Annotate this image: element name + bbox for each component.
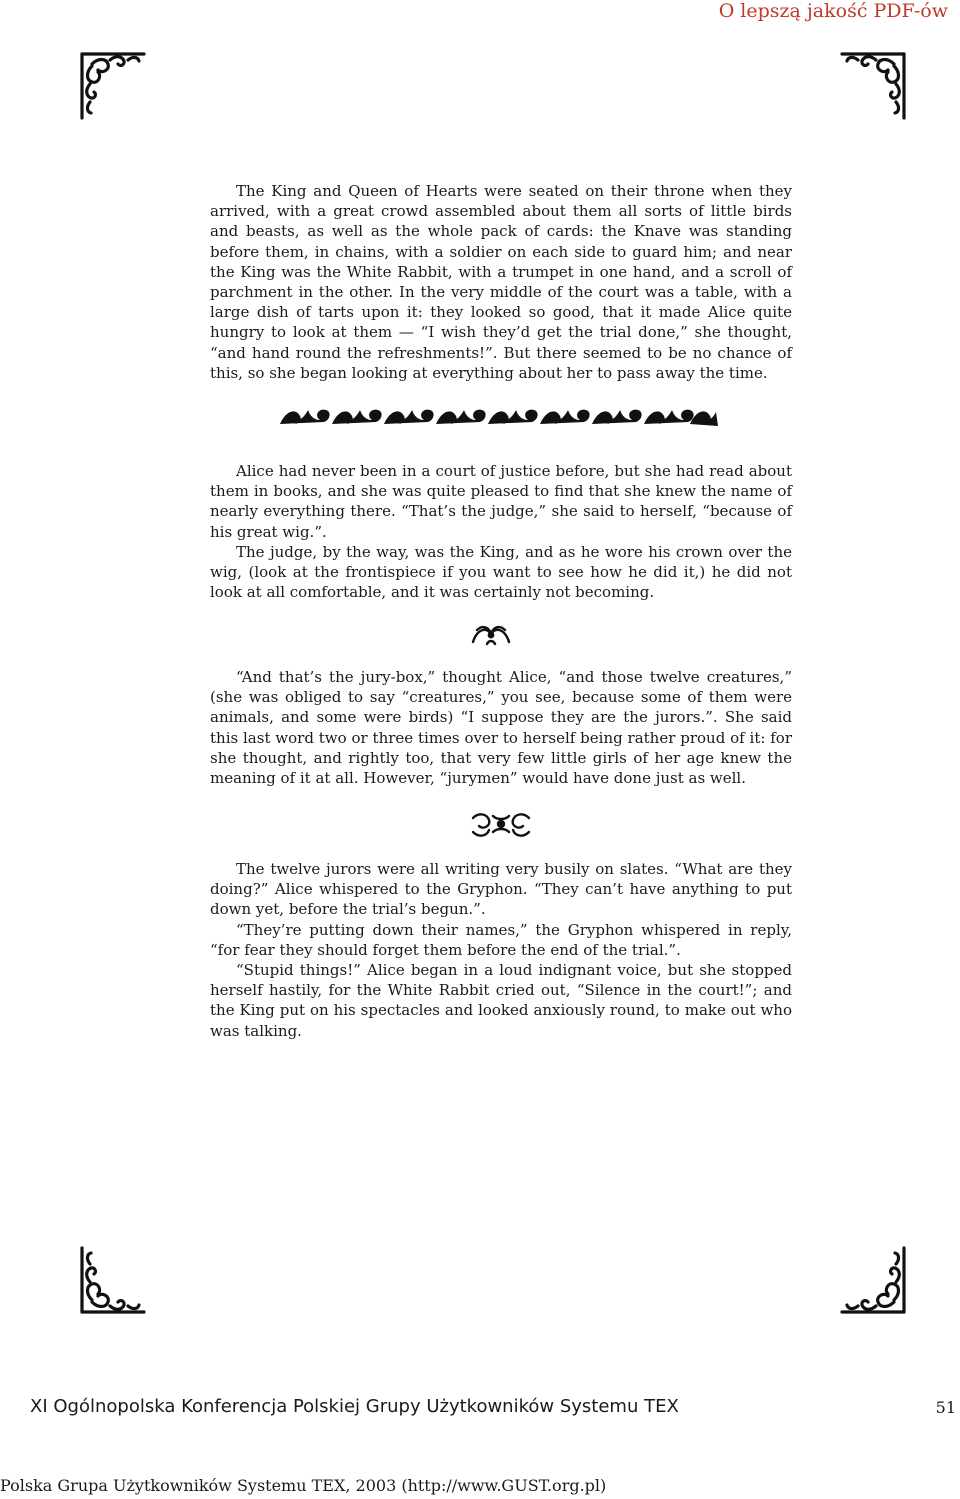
paragraph: Alice had never been in a court of justice before, but she had read about them in books, and she was quite pleased to find that she knew the name of nearly everything there. “That’s the judge,” she said to herself, “because of his great wig.”.: [210, 462, 792, 541]
ornamental-divider-band-icon: [276, 406, 724, 428]
paragraph: “Stupid things!” Alice began in a loud indignant voice, but she stopped herself hastily, for the White Rabbit cried out, “Silence in the court!”; and the King put on his spectacles and looked anxiously round, to make out who was talking.: [210, 961, 792, 1040]
header-title: O lepszą jakość PDF-ów: [718, 0, 948, 22]
paragraph: The judge, by the way, was the King, and as he wore his crown over the wig, (look at the frontispiece if you want to see how he did it,) he did not look at all comfortable, and it was certainly not becoming.: [210, 542, 792, 602]
paragraph: The twelve jurors were all writing very busily on slates. “What are they doing?” Alice whispered to the Gryphon. “They can’t have anything to put down yet, before the trial’s begun.”.: [210, 860, 792, 919]
text-section-2: [210, 461, 792, 602]
text-section-4: [210, 859, 792, 1041]
paragraph: “And that’s the jury-box,” thought Alice, “and those twelve creatures,” (she was obliged to say “creatures,” you see, because some of them were animals, and some were birds) “I suppose they are the jurors.”. She said this last word two or three times over to herself being rather proud of it: for she thought, and rightly too, that very few little girls of her age knew the meaning of it at all. However, “jurymen” would have done just as well.: [210, 668, 792, 788]
corner-ornament-bottom-left-icon: [78, 1242, 150, 1318]
corner-ornament-top-right-icon: [836, 48, 908, 124]
conference-title: XI Ogólnopolska Konferencja Polskiej Grupy Użytkowników Systemu TEX: [30, 1396, 679, 1417]
ornamental-divider-small-icon: [467, 622, 515, 648]
corner-ornament-bottom-right-icon: [836, 1242, 908, 1318]
corner-ornament-top-left-icon: [78, 48, 150, 124]
ornamental-divider-medium-icon: [469, 810, 533, 838]
paragraph: The King and Queen of Hearts were seated on their throne when they arrived, with a great crowd assembled about them all sorts of little birds and beasts, as well as the whole pack of cards: the Knave was standing before them, in chains, with a soldier on each side to guard him; and near the King was the White Rabbit, with a trumpet in one hand, and a scroll of parchment in the other. In the very middle of the court was a table, with a large dish of tarts upon it: they looked so good, that it made Alice quite hungry to look at them — “I wish they’d get the trial done,” she thought, “and hand round the refreshments!”. But there seemed to be no chance of this, so she began looking at everything about her to pass away the time.: [210, 182, 792, 382]
paragraph: “They’re putting down their names,” the Gryphon whispered in reply, “for fear they should forget them before the end of the trial.”.: [210, 920, 792, 959]
text-section-1: [210, 181, 792, 383]
copyright-line: Polska Grupa Użytkowników Systemu TEX, 2003 (http://www.GUST.org.pl): [0, 1476, 607, 1495]
page-number: 51: [935, 1398, 956, 1417]
text-section-3: [210, 667, 792, 788]
